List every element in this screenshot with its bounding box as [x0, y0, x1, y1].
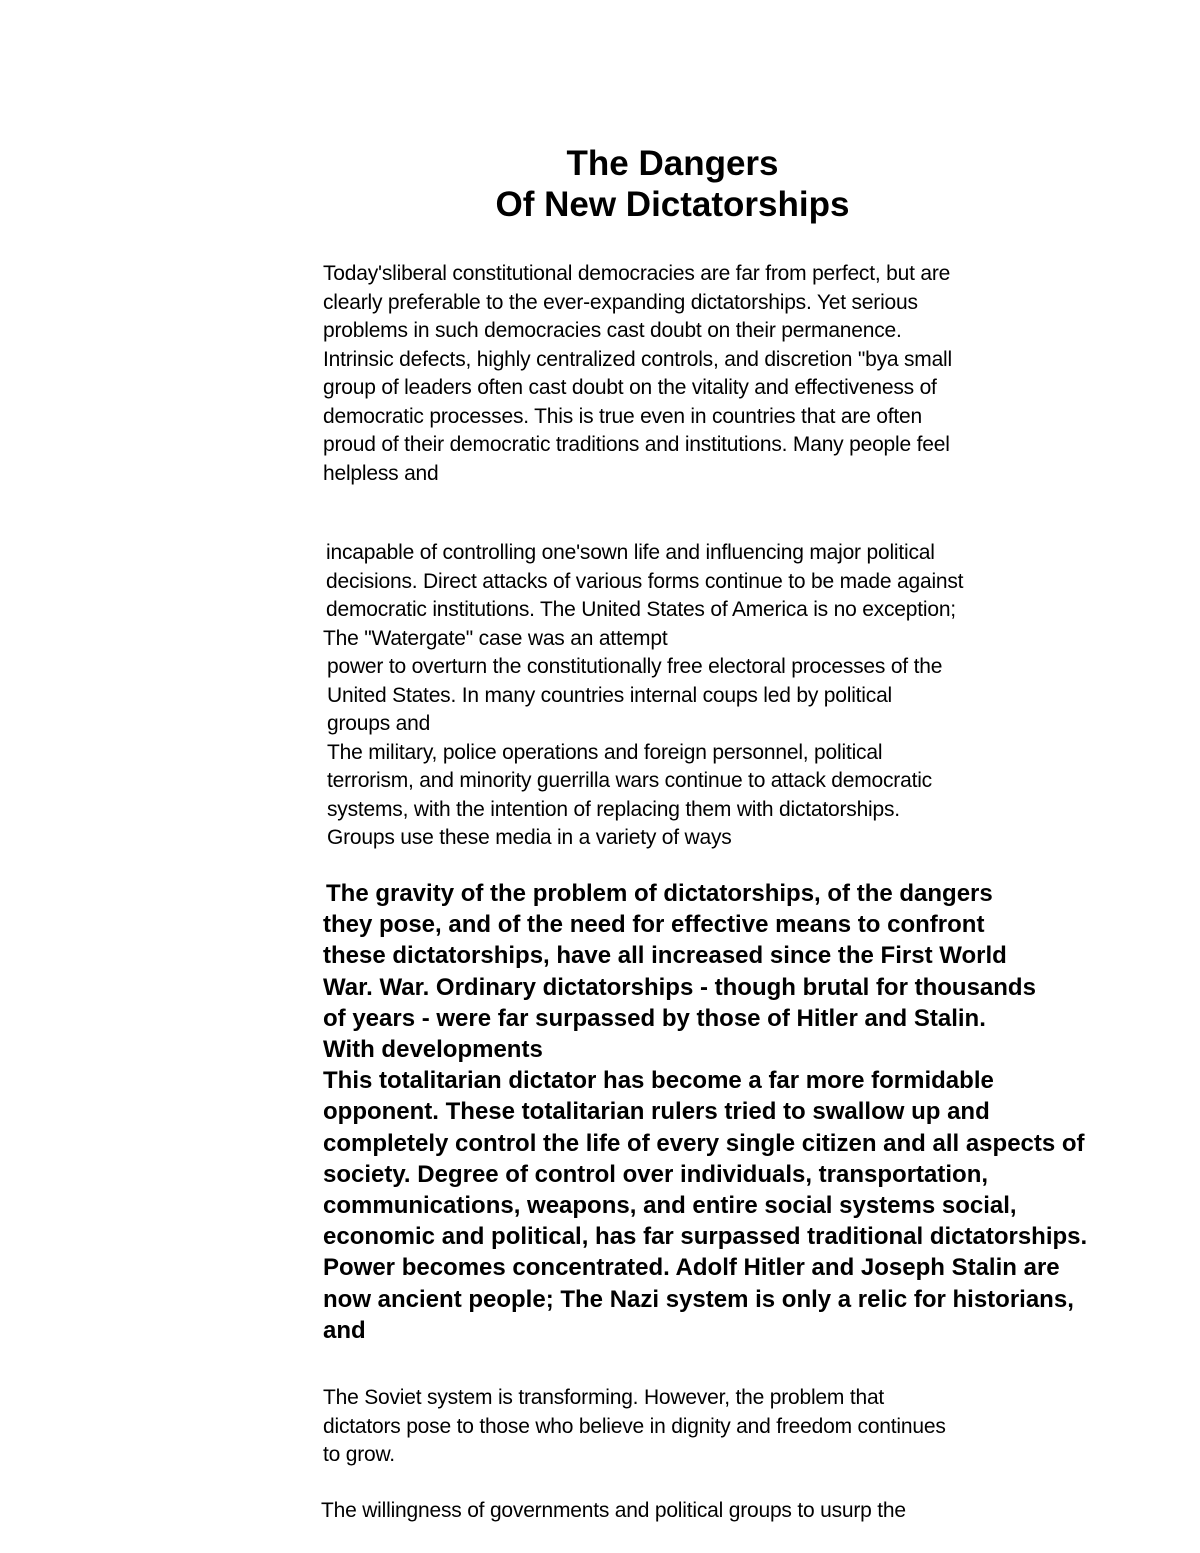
text-line: Intrinsic defects, highly centralized controls, and discretion "bya small — [323, 347, 952, 371]
text-line: With developments — [323, 1036, 543, 1064]
title-line: The Dangers — [566, 144, 779, 183]
text-line: now ancient people; The Nazi system is only a relic for historians, — [323, 1285, 1074, 1313]
text-line: This totalitarian dictator has become a far more formidable — [323, 1067, 994, 1095]
text-line: dictators pose to those who believe in dignity and freedom continues — [323, 1414, 946, 1438]
text-line: opponent. These totalitarian rulers tried to swallow up and — [323, 1098, 990, 1126]
document-title — [0, 143, 1200, 225]
text-line: communications, weapons, and entire social systems social, — [323, 1192, 1017, 1220]
text-line: The military, police operations and foreign personnel, political — [327, 740, 883, 764]
text-line: these dictatorships, have all increased since the First World — [323, 942, 1007, 970]
text-line: they pose, and of the need for effective means to confront — [323, 911, 985, 939]
text-line: of years - were far surpassed by those of Hitler and Stalin. — [323, 1004, 986, 1032]
paragraph-soviet — [323, 1384, 946, 1470]
text-line: Groups use these media in a variety of ways — [327, 826, 732, 849]
title-line: Of New Dictatorships — [495, 185, 850, 224]
text-line: democratic institutions. The United States of America is no exception; — [326, 598, 956, 621]
text-line: proud of their democratic traditions and institutions. Many people feel — [323, 433, 950, 456]
text-line: power to overturn the constitutionally free electoral processes of the — [327, 655, 943, 678]
text-line: completely control the life of every single citizen and all aspects of — [323, 1129, 1085, 1157]
paragraph-attacks — [323, 539, 963, 853]
text-line: society. Degree of control over individuals, transportation, — [323, 1160, 989, 1188]
text-line: group of leaders often cast doubt on the vitality and effectiveness of — [323, 376, 937, 399]
text-line: Today'sliberal constitutional democracies are far from perfect, but are — [323, 262, 951, 285]
text-line: The willingness of governments and political groups to usurp the — [321, 1499, 906, 1522]
text-line: and — [323, 1316, 366, 1344]
text-line: Power becomes concentrated. Adolf Hitler and Joseph Stalin are — [323, 1254, 1060, 1282]
text-line: economic and political, has far surpassed traditional dictatorships. — [323, 1223, 1088, 1251]
text-line: helpless and — [323, 461, 439, 485]
paragraph-gravity — [323, 878, 1087, 1346]
paragraph-intro — [323, 260, 952, 488]
text-line: clearly preferable to the ever-expanding dictatorships. Yet serious — [323, 290, 918, 314]
text-line: problems in such democracies cast doubt on their permanence. — [323, 319, 902, 342]
text-line: incapable of controlling one'sown life and influencing major political — [326, 541, 935, 564]
text-line: The "Watergate" case was an attempt — [323, 626, 668, 650]
text-line: The Soviet system is transforming. However, the problem that — [323, 1386, 885, 1409]
text-line: The gravity of the problem of dictatorships, of the dangers — [326, 880, 993, 907]
text-line: War. War. Ordinary dictatorships - though brutal for thousands — [323, 973, 1036, 1001]
paragraph-willingness — [321, 1497, 906, 1526]
text-line: to grow. — [323, 1443, 395, 1466]
text-line: groups and — [327, 712, 431, 735]
text-line: systems, with the intention of replacing them with dictatorships. — [327, 797, 900, 821]
text-line: United States. In many countries internal coups led by political — [327, 683, 893, 707]
text-line: decisions. Direct attacks of various forms continue to be made against — [326, 569, 964, 593]
text-line: democratic processes. This is true even in countries that are often — [323, 404, 923, 428]
text-line: terrorism, and minority guerrilla wars continue to attack democratic — [327, 769, 932, 792]
